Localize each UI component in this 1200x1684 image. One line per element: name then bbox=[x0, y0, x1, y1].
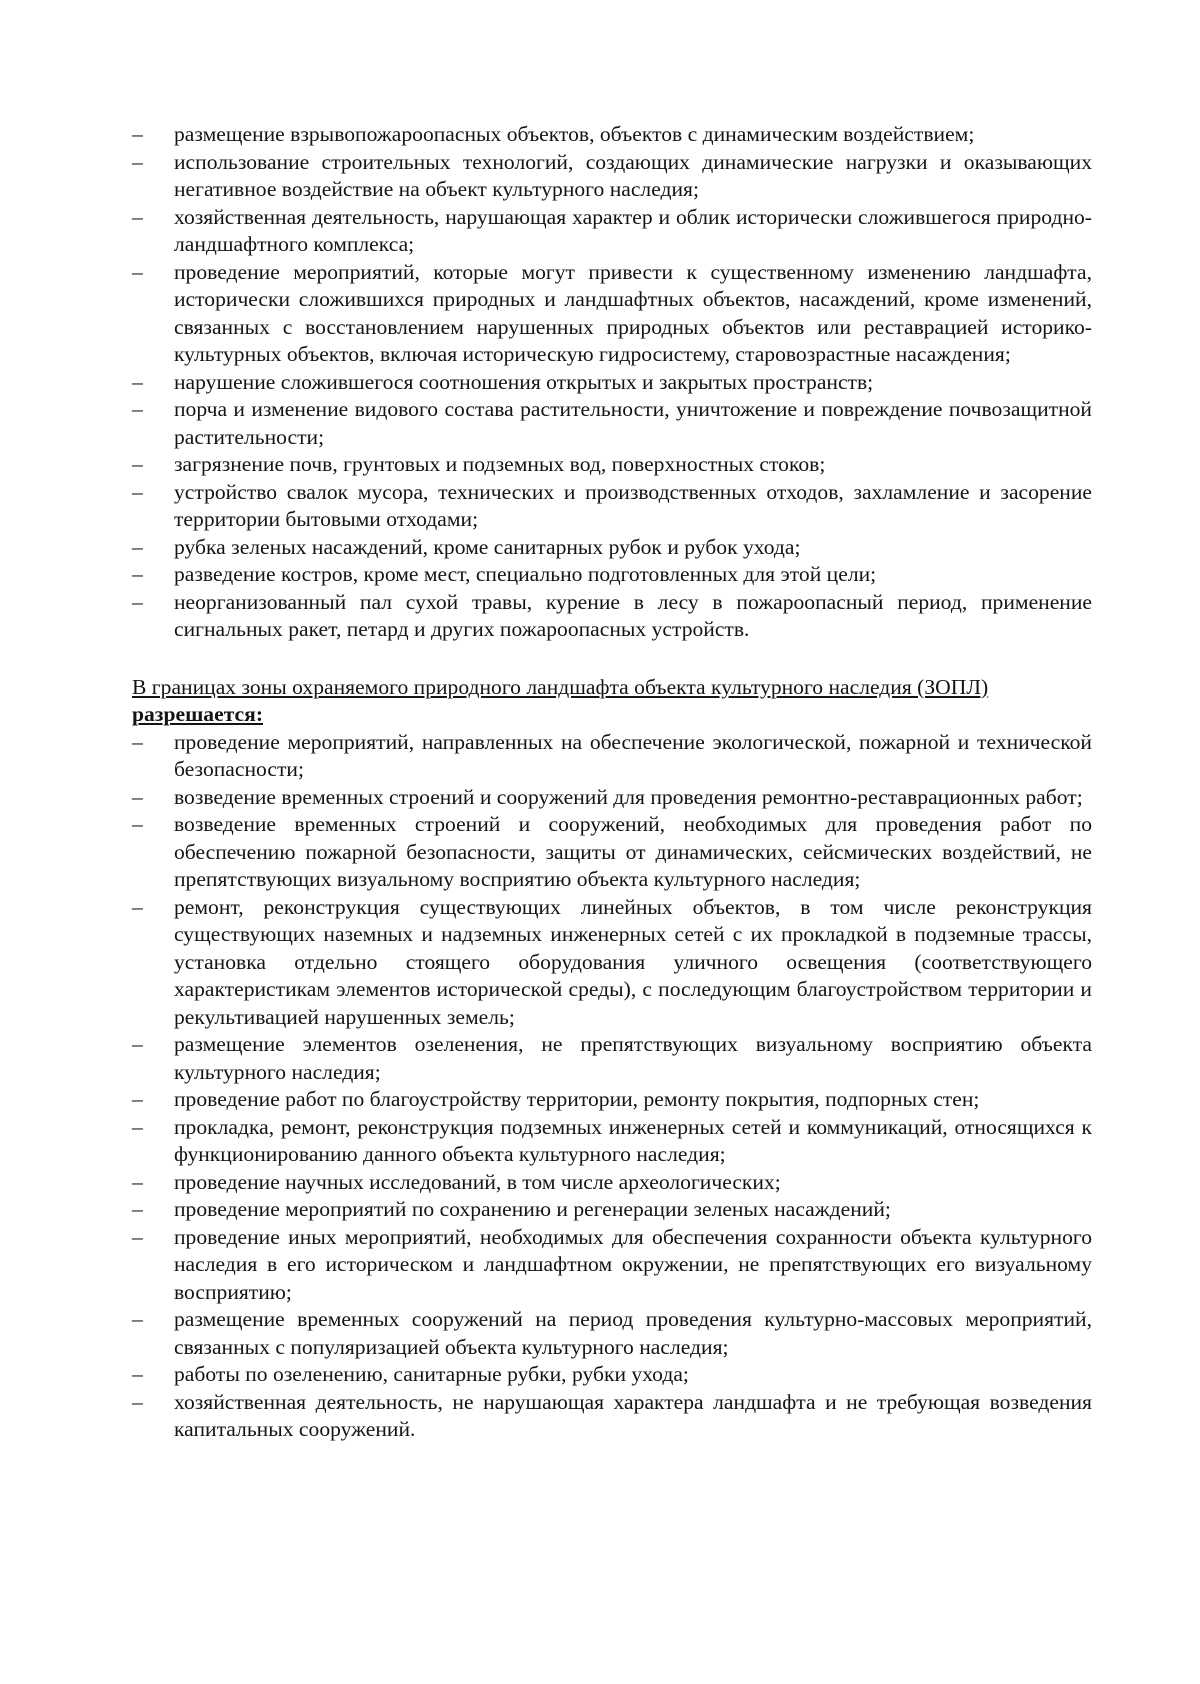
list-item-text: проведение мероприятий, направленных на обеспечение экологической, пожарной и технической безопасности; bbox=[174, 729, 1092, 781]
list-item-text: хозяйственная деятельность, нарушающая характер и облик исторически сложившегося природно-ландшафтного комплекса; bbox=[174, 204, 1092, 256]
list-item bbox=[132, 784, 1092, 812]
list-item bbox=[132, 811, 1092, 894]
bullet-dash: – bbox=[132, 784, 143, 809]
list-item bbox=[132, 396, 1092, 451]
list-item bbox=[132, 259, 1092, 369]
list-item bbox=[132, 1169, 1092, 1197]
bullet-dash: – bbox=[132, 589, 143, 614]
list-item-text: разведение костров, кроме мест, специально подготовленных для этой цели; bbox=[174, 562, 877, 586]
list-item bbox=[132, 369, 1092, 397]
list-item-text: загрязнение почв, грунтовых и подземных вод, поверхностных стоков; bbox=[174, 452, 826, 476]
list-item-text: порча и изменение видового состава растительности, уничтожение и повреждение почвозащитной растительности; bbox=[174, 397, 1092, 449]
bullet-dash: – bbox=[132, 562, 143, 586]
list-item bbox=[132, 589, 1092, 644]
bullet-dash: – bbox=[132, 259, 143, 284]
list-item-text: размещение элементов озеленения, не препятствующих визуальному восприятию объекта культурного наследия; bbox=[174, 1032, 1092, 1084]
bullet-dash: – bbox=[132, 1169, 143, 1194]
list-item-text: проведение мероприятий, которые могут привести к существенному изменению ландшафта, исторически сложившихся природных и ландшафтных объектов, насаждений, кроме изменений, связанных с восстановлением нарушенных природных объектов или реставрацией историко-культурных объектов, включая историческую гидросистему, старовозрастные насаждения; bbox=[174, 259, 1092, 366]
bullet-dash: – bbox=[132, 1087, 143, 1111]
list-item-text: проведение работ по благоустройству территории, ремонту покрытия, подпорных стен; bbox=[174, 1087, 980, 1111]
list-item bbox=[132, 1086, 1092, 1114]
list-item-text: работы по озеленению, санитарные рубки, рубки ухода; bbox=[174, 1362, 689, 1386]
prohibited-list bbox=[132, 121, 1092, 644]
list-item bbox=[132, 729, 1092, 784]
list-item bbox=[132, 479, 1092, 534]
section-heading bbox=[132, 674, 1092, 729]
list-item-text: проведение иных мероприятий, необходимых для обеспечения сохранности объекта культурного наследия в его историческом и ландшафтном окружении, не препятствующих его визуальному восприятию; bbox=[174, 1224, 1092, 1304]
list-item-text: использование строительных технологий, создающих динамические нагрузки и оказывающих негативное воздействие на объект культурного наследия; bbox=[174, 149, 1092, 201]
list-item bbox=[132, 149, 1092, 204]
bullet-dash: – bbox=[132, 1197, 143, 1221]
list-item bbox=[132, 1031, 1092, 1086]
bullet-dash: – bbox=[132, 1362, 143, 1386]
list-item-text: возведение временных строений и сооружений для проведения ремонтно-реставрационных работ; bbox=[174, 784, 1083, 809]
list-item-text: хозяйственная деятельность, не нарушающая характера ландшафта и не требующая возведения капитальных сооружений. bbox=[174, 1389, 1092, 1441]
list-item-text: проведение мероприятий по сохранению и регенерации зеленых насаждений; bbox=[174, 1197, 891, 1221]
bullet-dash: – bbox=[132, 1224, 143, 1249]
bullet-dash: – bbox=[132, 452, 143, 476]
bullet-dash: – bbox=[132, 729, 143, 754]
list-item bbox=[132, 451, 1092, 479]
list-item-text: возведение временных строений и сооружений, необходимых для проведения работ по обеспечению пожарной безопасности, защиты от динамических, сейсмических воздействий, не препятствующих визуальному восприятию объекта культурного наследия; bbox=[174, 812, 1092, 891]
bullet-dash: – bbox=[132, 204, 143, 229]
bullet-dash: – bbox=[132, 894, 143, 919]
list-item bbox=[132, 121, 1092, 149]
list-item bbox=[132, 1361, 1092, 1389]
allowed-list bbox=[132, 729, 1092, 1444]
list-item bbox=[132, 534, 1092, 562]
bullet-dash: – bbox=[132, 812, 143, 836]
bullet-dash: – bbox=[132, 369, 143, 394]
list-item bbox=[132, 894, 1092, 1032]
list-item-text: ремонт, реконструкция существующих линейных объектов, в том числе реконструкция существующих наземных и надземных инженерных сетей с их прокладкой в подземные трассы, установка отдельно стоящего оборудования уличного освещения (соответствующего характеристикам элементов исторической среды), с последующим благоустройством территории и рекультивацией нарушенных земель; bbox=[174, 894, 1092, 1029]
list-item-text: размещение временных сооружений на период проведения культурно-массовых мероприятий, связанных с популяризацией объекта культурного наследия; bbox=[174, 1307, 1092, 1359]
list-item-text: неорганизованный пал сухой травы, курение в лесу в пожароопасный период, применение сигнальных ракет, петард и других пожароопасных устройств. bbox=[174, 589, 1092, 641]
bullet-dash: – bbox=[132, 534, 143, 559]
list-item-text: устройство свалок мусора, технических и производственных отходов, захламление и засорение территории бытовыми отходами; bbox=[174, 479, 1092, 531]
bullet-dash: – bbox=[132, 149, 143, 174]
bullet-dash: – bbox=[132, 122, 143, 146]
list-item-text: прокладка, ремонт, реконструкция подземных инженерных сетей и коммуникаций, относящихся к функционированию данного объекта культурного наследия; bbox=[174, 1114, 1092, 1166]
bullet-dash: – bbox=[132, 1389, 143, 1414]
bullet-dash: – bbox=[132, 1307, 143, 1331]
list-item bbox=[132, 1224, 1092, 1307]
list-item-text: рубка зеленых насаждений, кроме санитарных рубок и рубок ухода; bbox=[174, 534, 801, 559]
list-item bbox=[132, 561, 1092, 589]
bullet-dash: – bbox=[132, 1032, 143, 1056]
list-item-text: нарушение сложившегося соотношения открытых и закрытых пространств; bbox=[174, 369, 874, 394]
bullet-dash: – bbox=[132, 397, 143, 421]
list-item-text: размещение взрывопожароопасных объектов, объектов с динамическим воздействием; bbox=[174, 122, 975, 146]
list-item-text: проведение научных исследований, в том числе археологических; bbox=[174, 1169, 781, 1194]
list-item bbox=[132, 1196, 1092, 1224]
list-item bbox=[132, 1389, 1092, 1444]
section-heading-bold: разрешается: bbox=[132, 702, 264, 726]
list-item bbox=[132, 1306, 1092, 1361]
list-item bbox=[132, 1114, 1092, 1169]
bullet-dash: – bbox=[132, 1114, 143, 1139]
list-item bbox=[132, 204, 1092, 259]
section-heading-text: В границах зоны охраняемого природного ландшафта объекта культурного наследия (ЗОПЛ) bbox=[132, 674, 989, 699]
bullet-dash: – bbox=[132, 479, 143, 504]
